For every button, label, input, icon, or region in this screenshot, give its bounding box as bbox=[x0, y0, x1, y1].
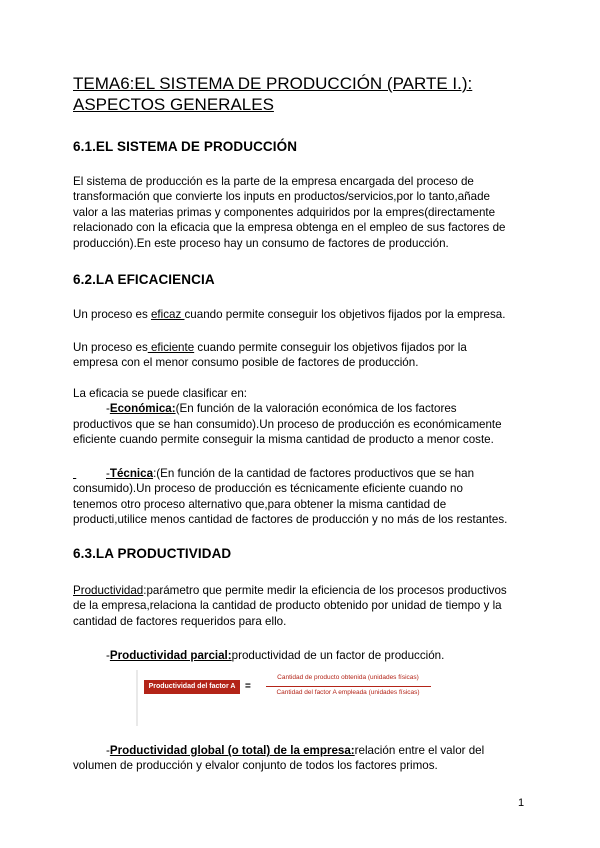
text: (En función de la valoración económica de los factores bbox=[175, 402, 457, 416]
term-tecnica: Técnica bbox=[109, 467, 154, 480]
text: :(En función de la cantidad de factores productivos que se han bbox=[153, 467, 475, 480]
productividad-formula bbox=[136, 670, 436, 726]
page-number: 1 bbox=[518, 797, 525, 809]
paragraph-line: La eficacia se puede clasificar en: bbox=[73, 387, 248, 400]
formula-equals: = bbox=[245, 681, 251, 692]
paragraph-line: producción).En este proceso hay un consumo de factores de producción. bbox=[73, 236, 449, 250]
text: cuando permite conseguir los objetivos fijados por la bbox=[194, 341, 467, 354]
productividad-paragraph bbox=[73, 583, 533, 629]
section-6-1-paragraph bbox=[73, 174, 533, 251]
dash: - bbox=[106, 402, 110, 416]
term-productividad-parcial: Productividad parcial: bbox=[109, 649, 232, 662]
productividad-global-paragraph bbox=[73, 743, 533, 774]
section-heading-6-1: 6.1.EL SISTEMA DE PRODUCCIÓN bbox=[73, 139, 298, 154]
dash: - bbox=[106, 744, 110, 757]
formula-numerator: Cantidad de producto obtenida (unidades físicas) bbox=[277, 674, 419, 681]
dash: - bbox=[106, 649, 110, 662]
section-heading-6-3: 6.3.LA PRODUCTIVIDAD bbox=[73, 546, 232, 561]
paragraph-line: producti,utilice menos cantidad de factores de producción y no más de los restantes. bbox=[73, 513, 508, 527]
paragraph-line: valor a las materias primas y componentes adquiridos por la empres(directamente bbox=[73, 205, 496, 219]
title-line-2: ASPECTOS GENERALES bbox=[73, 95, 274, 114]
paragraph-line: El sistema de producción es la parte de la empresa encargada del proceso de bbox=[73, 175, 474, 188]
paragraph-line: eficiente cuando permite conseguir la misma cantidad de producto a menor coste. bbox=[73, 433, 494, 447]
paragraph-line: cantidad de factores requeridos para ello. bbox=[73, 614, 287, 628]
term-eficiente: eficiente bbox=[147, 341, 195, 354]
text: relación entre el valor del bbox=[354, 744, 485, 757]
tecnica-paragraph bbox=[73, 466, 533, 528]
formula-denominator: Cantidad del factor A empleada (unidades físicas) bbox=[276, 689, 420, 696]
text: cuando permite conseguir los objetivos fijados por la empresa. bbox=[184, 308, 506, 321]
document-title bbox=[73, 73, 533, 115]
clasificacion-paragraph bbox=[73, 386, 533, 448]
term-economica: Económica: bbox=[109, 402, 176, 416]
paragraph-line: empresa con el menor consumo posible de factores de producción. bbox=[73, 356, 419, 370]
text: productividad de un factor de producción. bbox=[231, 649, 445, 662]
term-productividad-global: Productividad global (o total) de la empresa: bbox=[109, 744, 355, 757]
text: Un proceso es bbox=[73, 341, 148, 354]
term-eficaz: eficaz bbox=[150, 308, 185, 321]
paragraph-line: volumen de producción y elvalor conjunto de todos los factores primos. bbox=[73, 759, 438, 773]
paragraph-line: tenemos otro proceso alternativo que,para obtener la misma cantidad de bbox=[73, 497, 447, 511]
section-heading-6-2: 6.2.LA EFICACIENCIA bbox=[73, 272, 215, 287]
formula-label-box: Productividad del factor A bbox=[144, 680, 240, 694]
text: Un proceso es bbox=[73, 308, 151, 321]
formula-left-border bbox=[136, 670, 138, 726]
paragraph-line: relacionado con la eficacia que la empresa obtenga en el empleo de sus factores de bbox=[73, 221, 506, 235]
productividad-parcial-line bbox=[73, 648, 533, 663]
paragraph-line: de la empresa,relaciona la cantidad de producto obtenido por unidad de tiempo y la bbox=[73, 599, 502, 613]
paragraph-line: transformación que convierte los inputs en productos/servicios,por lo tanto,añade bbox=[73, 190, 490, 204]
paragraph-line: productivos que se han consumido).Un proceso de producción es económicamente bbox=[73, 417, 502, 431]
paragraph-line: consumido).Un proceso de producción es técnicamente eficiente cuando no bbox=[73, 482, 463, 496]
text: :parámetro que permite medir la eficiencia de los procesos productivos bbox=[143, 584, 507, 597]
title-line-1: TEMA6:EL SISTEMA DE PRODUCCIÓN (PARTE I.): bbox=[73, 74, 473, 93]
eficaz-paragraph bbox=[73, 307, 533, 322]
eficiente-paragraph bbox=[73, 340, 533, 371]
dash: - bbox=[106, 467, 110, 480]
formula-fraction-bar bbox=[266, 686, 431, 687]
term-productividad: Productividad bbox=[73, 584, 144, 597]
